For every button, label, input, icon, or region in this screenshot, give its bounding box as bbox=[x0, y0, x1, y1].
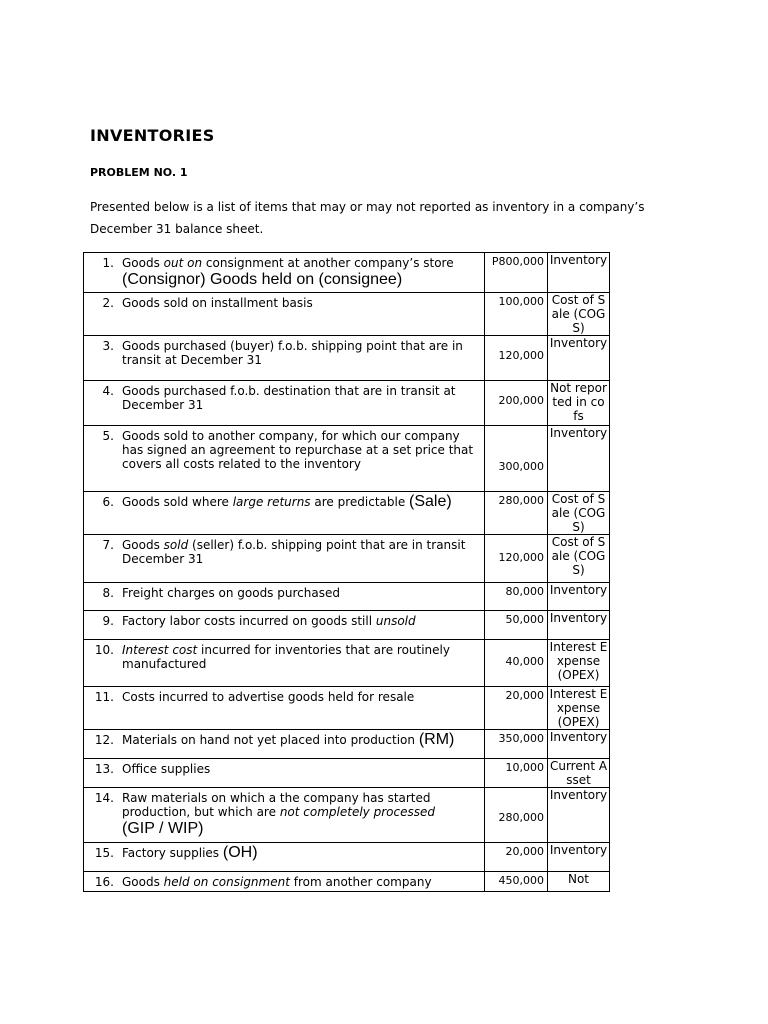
table-row bbox=[84, 253, 610, 293]
item-number: 3. bbox=[102, 339, 114, 353]
amount-value: 100,000 bbox=[498, 295, 544, 308]
item-description-cell bbox=[84, 730, 485, 759]
item-number: 9. bbox=[102, 614, 114, 628]
item-text: Materials on hand not yet placed into production (RM) bbox=[122, 731, 455, 748]
amount-value: 300,000 bbox=[498, 460, 544, 473]
classification-cell: Not reported in co fs bbox=[548, 381, 610, 426]
item-number: 11. bbox=[94, 690, 114, 704]
classification-cell: Current Asset bbox=[548, 759, 610, 788]
problem-heading: PROBLEM NO. 1 bbox=[90, 166, 188, 179]
table-row bbox=[84, 336, 610, 381]
amount-value: P800,000 bbox=[491, 255, 544, 268]
item-text: Goods held on consignment from another company bbox=[122, 875, 432, 889]
amount-value: 350,000 bbox=[498, 732, 544, 745]
amount-cell bbox=[485, 788, 548, 843]
item-description-cell bbox=[84, 843, 485, 872]
classification-cell: Interest Expense (OPEX) bbox=[548, 640, 610, 687]
table-row bbox=[84, 293, 610, 336]
item-description-cell bbox=[84, 492, 485, 535]
item-description-cell bbox=[84, 687, 485, 730]
amount-cell bbox=[485, 759, 548, 788]
amount-cell bbox=[485, 336, 548, 381]
table-row bbox=[84, 426, 610, 492]
table-row bbox=[84, 788, 610, 843]
item-annotation: (Consignor) Goods held on (consignee) bbox=[122, 271, 403, 288]
table-row bbox=[84, 872, 610, 892]
item-text: Raw materials on which a the company has started production, but which are not completely processed (GIP / WIP) bbox=[122, 791, 478, 838]
amount-value: 280,000 bbox=[498, 811, 544, 824]
item-text: Factory supplies (OH) bbox=[122, 844, 258, 861]
item-text: Costs incurred to advertise goods held for resale bbox=[122, 690, 415, 704]
amount-cell bbox=[485, 872, 548, 892]
item-text: Goods sold on installment basis bbox=[122, 296, 313, 310]
item-number: 14. bbox=[94, 791, 114, 805]
table-row bbox=[84, 381, 610, 426]
item-number: 7. bbox=[102, 538, 114, 552]
item-number: 10. bbox=[94, 643, 114, 657]
classification-cell: Interest Expense (OPEX) bbox=[548, 687, 610, 730]
amount-cell bbox=[485, 535, 548, 583]
item-text: Freight charges on goods purchased bbox=[122, 586, 340, 600]
amount-value: 200,000 bbox=[498, 394, 544, 407]
item-annotation: (GIP / WIP) bbox=[122, 820, 204, 837]
amount-value: 120,000 bbox=[498, 349, 544, 362]
item-number: 1. bbox=[102, 256, 114, 270]
amount-cell bbox=[485, 730, 548, 759]
item-text: Office supplies bbox=[122, 762, 211, 776]
inventory-table bbox=[83, 252, 610, 892]
item-description-cell bbox=[84, 640, 485, 687]
item-number: 15. bbox=[94, 846, 114, 860]
item-description-cell bbox=[84, 381, 485, 426]
table-row bbox=[84, 843, 610, 872]
classification-cell: Inventory bbox=[548, 426, 610, 492]
item-number: 2. bbox=[102, 296, 114, 310]
item-number: 16. bbox=[94, 875, 114, 889]
item-text: Goods sold where large returns are predictable (Sale) bbox=[122, 493, 452, 510]
amount-value: 20,000 bbox=[505, 845, 544, 858]
amount-cell bbox=[485, 381, 548, 426]
item-text: Goods out on consignment at another company’s store (Consignor) Goods held on (consignee) bbox=[122, 256, 478, 289]
classification-cell: Inventory bbox=[548, 253, 610, 293]
amount-value: 80,000 bbox=[505, 585, 544, 598]
table-row bbox=[84, 759, 610, 788]
classification-cell: Inventory bbox=[548, 788, 610, 843]
classification-cell: Cost of Sale (COGS) bbox=[548, 535, 610, 583]
amount-value: 50,000 bbox=[505, 613, 544, 626]
item-text: Goods purchased (buyer) f.o.b. shipping point that are in transit at December 31 bbox=[122, 339, 463, 367]
table-row bbox=[84, 611, 610, 640]
item-description-cell bbox=[84, 872, 485, 892]
amount-value: 40,000 bbox=[505, 655, 544, 668]
item-description-cell bbox=[84, 253, 485, 293]
item-text: Goods purchased f.o.b. destination that are in transit at December 31 bbox=[122, 384, 456, 412]
amount-cell bbox=[485, 843, 548, 872]
classification-cell: Cost of Sale (COGS) bbox=[548, 492, 610, 535]
classification-cell: Not bbox=[548, 872, 610, 892]
table-row bbox=[84, 730, 610, 759]
amount-cell bbox=[485, 253, 548, 293]
classification-cell: Inventory bbox=[548, 843, 610, 872]
item-description-cell bbox=[84, 293, 485, 336]
amount-value: 280,000 bbox=[498, 494, 544, 507]
item-text: Factory labor costs incurred on goods still unsold bbox=[122, 614, 416, 628]
page-title: INVENTORIES bbox=[90, 126, 215, 145]
table-row bbox=[84, 535, 610, 583]
amount-value: 10,000 bbox=[505, 761, 544, 774]
amount-cell bbox=[485, 492, 548, 535]
amount-cell bbox=[485, 640, 548, 687]
item-description-cell bbox=[84, 611, 485, 640]
item-description-cell bbox=[84, 759, 485, 788]
item-number: 5. bbox=[102, 429, 114, 443]
item-number: 4. bbox=[102, 384, 114, 398]
item-description-cell bbox=[84, 583, 485, 611]
amount-cell bbox=[485, 687, 548, 730]
table-row bbox=[84, 640, 610, 687]
classification-cell: Inventory bbox=[548, 336, 610, 381]
classification-cell: Inventory bbox=[548, 611, 610, 640]
item-text: Goods sold to another company, for which our company has signed an agreement to repurchase at a set price that covers all costs related to the inventory bbox=[122, 429, 474, 471]
amount-cell bbox=[485, 583, 548, 611]
amount-cell bbox=[485, 426, 548, 492]
amount-value: 20,000 bbox=[505, 689, 544, 702]
intro-paragraph: Presented below is a list of items that may or may not reported as inventory in a company’s December 31 balance sheet. bbox=[90, 200, 645, 236]
item-text: Interest cost incurred for inventories that are routinely manufactured bbox=[122, 643, 450, 671]
amount-cell bbox=[485, 611, 548, 640]
item-number: 6. bbox=[102, 495, 114, 509]
classification-cell: Cost of Sale (COGS) bbox=[548, 293, 610, 336]
item-description-cell bbox=[84, 788, 485, 843]
item-number: 12. bbox=[94, 733, 114, 747]
item-description-cell bbox=[84, 336, 485, 381]
classification-cell: Inventory bbox=[548, 583, 610, 611]
table-row bbox=[84, 687, 610, 730]
item-number: 13. bbox=[94, 762, 114, 776]
item-text: Goods sold (seller) f.o.b. shipping point that are in transit December 31 bbox=[122, 538, 466, 566]
item-description-cell bbox=[84, 535, 485, 583]
table-row bbox=[84, 492, 610, 535]
item-description-cell bbox=[84, 426, 485, 492]
amount-value: 450,000 bbox=[498, 874, 544, 887]
classification-cell: Inventory bbox=[548, 730, 610, 759]
amount-value: 120,000 bbox=[498, 551, 544, 564]
item-number: 8. bbox=[102, 586, 114, 600]
table-row bbox=[84, 583, 610, 611]
amount-cell bbox=[485, 293, 548, 336]
